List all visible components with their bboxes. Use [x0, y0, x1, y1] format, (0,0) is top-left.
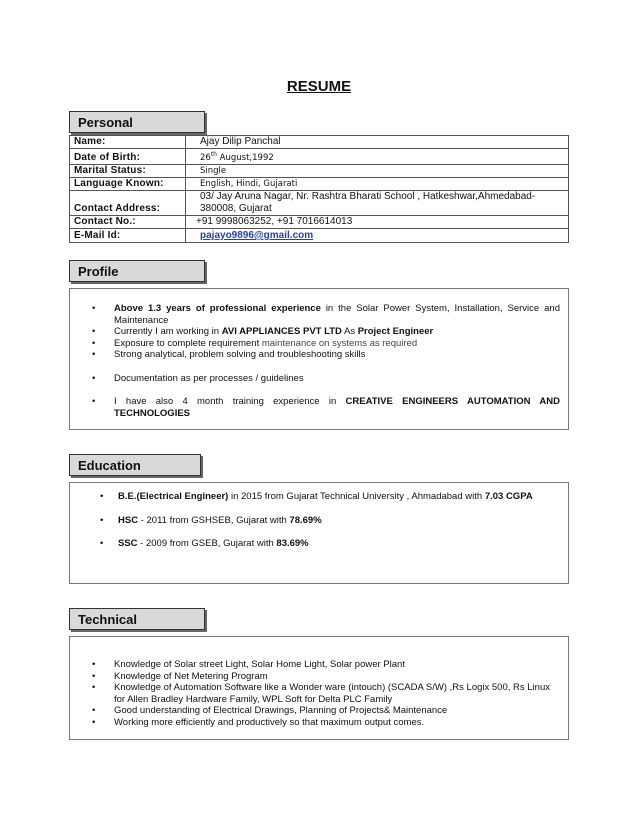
- list-item: • I have also 4 month training experience in CREATIVE ENGINEERS AUTOMATION AND TECHNOLOGIES: [92, 396, 560, 419]
- technical-box: [69, 636, 569, 740]
- education-box: [69, 482, 569, 584]
- email-label: E-Mail Id:: [70, 228, 186, 242]
- section-header-personal: Personal: [69, 111, 205, 133]
- email-cell: [186, 228, 569, 242]
- profile-box: [69, 288, 569, 430]
- table-row: [70, 136, 569, 149]
- table-row: [70, 190, 569, 215]
- list-item: • Exposure to complete requirement maintenance on systems as required: [92, 337, 418, 349]
- list-item: • HSC - 2011 from GSHSEB, Gujarat with 78.69%: [100, 514, 322, 526]
- marital-label: Marital Status:: [70, 164, 186, 177]
- list-item: • SSC - 2009 from GSEB, Gujarat with 83.69%: [100, 538, 309, 549]
- list-item: • Knowledge of Solar street Light, Solar Home Light, Solar power Plant: [92, 659, 405, 670]
- addr-value: 03/ Jay Aruna Nagar, Nr. Rashtra Bharati School , Hatkeshwar,Ahmedabad- 380008, Gujarat: [186, 190, 569, 215]
- name-value: Ajay Dilip Panchal: [186, 136, 569, 149]
- list-item: • Working more efficiently and productively so that maximum output comes.: [92, 716, 425, 728]
- list-item: • Strong analytical, problem solving and troubleshooting skills: [92, 349, 366, 360]
- table-row: [70, 177, 569, 190]
- page-title: RESUME: [286, 78, 352, 95]
- name-label: Name:: [70, 136, 186, 149]
- dob-label: Date of Birth:: [70, 149, 186, 165]
- list-item: • Knowledge of Net Metering Program: [92, 670, 268, 682]
- list-item: • Above 1.3 years of professional experience in the Solar Power System, Installation, Service and Maintenance: [92, 303, 560, 326]
- list-item: • B.E.(Electrical Engineer) in 2015 from Gujarat Technical University , Ahmadabad with 7.03 CGPA: [100, 491, 533, 502]
- lang-value: English, Hindi, Gujarati: [186, 177, 569, 190]
- personal-table: [69, 135, 569, 243]
- table-row: [70, 149, 569, 165]
- section-header-profile: Profile: [69, 260, 205, 282]
- contact-value: +91 9998063252, +91 7016614013: [186, 215, 569, 228]
- list-item: • Good understanding of Electrical Drawings, Planning of Projects& Maintenance: [92, 705, 448, 716]
- marital-value: Single: [186, 164, 569, 177]
- list-item: • Currently I am working in AVI APPLIANCES PVT LTD As Project Engineer: [92, 326, 434, 337]
- dob-value: 26th August,1992: [186, 149, 569, 165]
- lang-label: Language Known:: [70, 177, 186, 190]
- email-link[interactable]: pajayo9896@gmail.com: [200, 229, 314, 241]
- section-header-technical: Technical: [69, 608, 205, 630]
- list-item: • Documentation as per processes / guidelines: [92, 372, 304, 384]
- contact-label: Contact No.:: [70, 215, 186, 228]
- list-item: • Knowledge of Automation Software like a Wonder ware (intouch) (SCADA S/W) ,Rs Logix 500, Rs Linux for Allen Bradley Hardware Family, WPL Soft for Delta PLC Family: [92, 682, 550, 705]
- section-header-education: Education: [69, 454, 201, 476]
- table-row: [70, 228, 569, 242]
- table-row: [70, 164, 569, 177]
- table-row: [70, 215, 569, 228]
- addr-label: Contact Address:: [70, 190, 186, 215]
